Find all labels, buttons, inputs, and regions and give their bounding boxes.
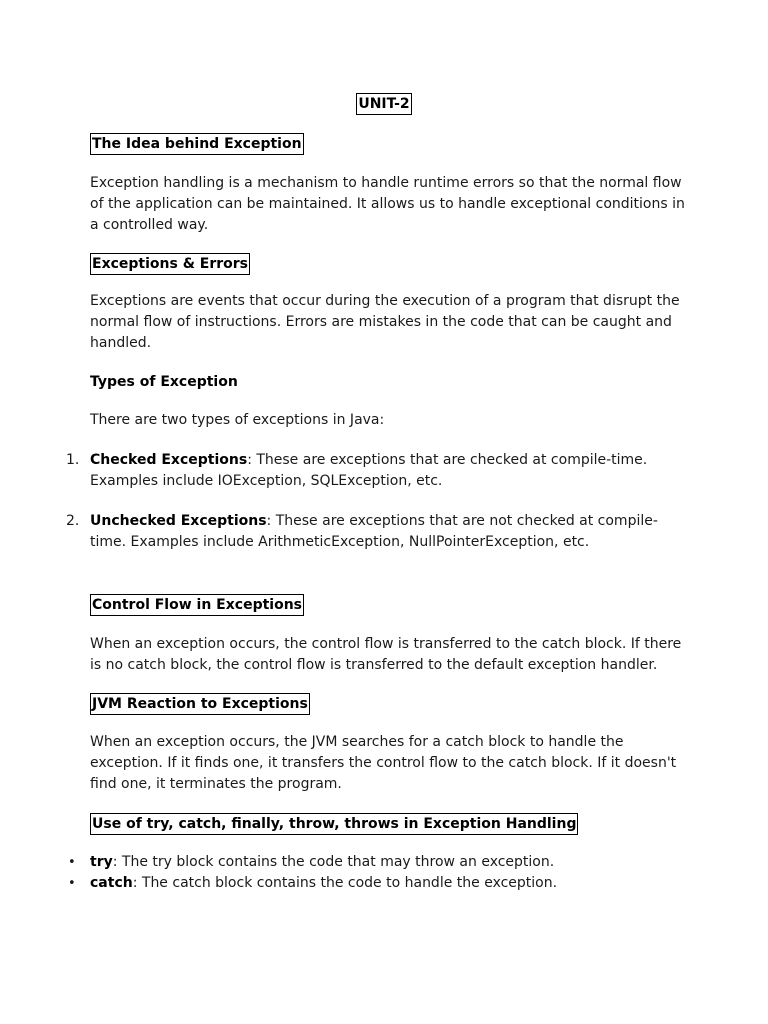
list-item-desc: : The catch block contains the code to handle the exception. — [132, 875, 558, 891]
document-title: UNIT-2 — [356, 93, 411, 115]
heading-errors — [90, 253, 250, 275]
paragraph-idea: Exception handling is a mechanism to handle runtime errors so that the normal flow of the application can be maintained. It allows us to handle exceptional conditions in a controlled way. — [90, 175, 685, 233]
paragraph-types-intro: There are two types of exceptions in Java: — [90, 412, 385, 428]
heading-keywords — [90, 813, 578, 835]
title-container — [0, 93, 768, 115]
list-item-term: Unchecked Exceptions — [90, 513, 267, 529]
bullet-icon: • — [68, 855, 76, 870]
list-item-term: catch — [90, 875, 133, 891]
list-item — [68, 873, 690, 894]
list-item-desc: : The try block contains the code that may throw an exception. — [112, 854, 555, 870]
list-number: 2. — [66, 513, 80, 529]
heading-jvm — [90, 693, 310, 715]
heading-control-flow — [90, 594, 304, 616]
list-item-term: try — [90, 854, 113, 870]
paragraph-control-flow: When an exception occurs, the control flow is transferred to the catch block. If there is no catch block, the control flow is transferred to the default exception handler. — [90, 636, 682, 673]
heading-idea-text: The Idea behind Exception — [90, 133, 304, 155]
list-number: 1. — [66, 452, 80, 468]
bullet-icon: • — [68, 876, 76, 891]
heading-keywords-text: Use of try, catch, finally, throw, throws in Exception Handling — [90, 813, 578, 835]
list-item-desc: : These are exceptions that are not checked at compile-time. Examples include ArithmeticException, NullPointerException, etc. — [90, 513, 658, 550]
paragraph-errors: Exceptions are events that occur during the execution of a program that disrupt the normal flow of instructions. Errors are mistakes in the code that can be caught and handled. — [90, 293, 680, 351]
list-item-desc: : These are exceptions that are checked at compile-time. Examples include IOException, SQLException, etc. — [90, 452, 648, 489]
list-item — [66, 450, 690, 492]
heading-control-flow-text: Control Flow in Exceptions — [90, 594, 304, 616]
heading-errors-text: Exceptions & Errors — [90, 253, 250, 275]
list-item — [68, 852, 690, 873]
heading-types: Types of Exception — [90, 374, 238, 390]
heading-idea — [90, 133, 304, 155]
paragraph-jvm: When an exception occurs, the JVM searches for a catch block to handle the exception. If it finds one, it transfers the control flow to the catch block. If it doesn't find one, it terminates the program. — [90, 734, 677, 792]
list-item — [66, 511, 690, 553]
heading-jvm-text: JVM Reaction to Exceptions — [90, 693, 310, 715]
list-item-term: Checked Exceptions — [90, 452, 248, 468]
